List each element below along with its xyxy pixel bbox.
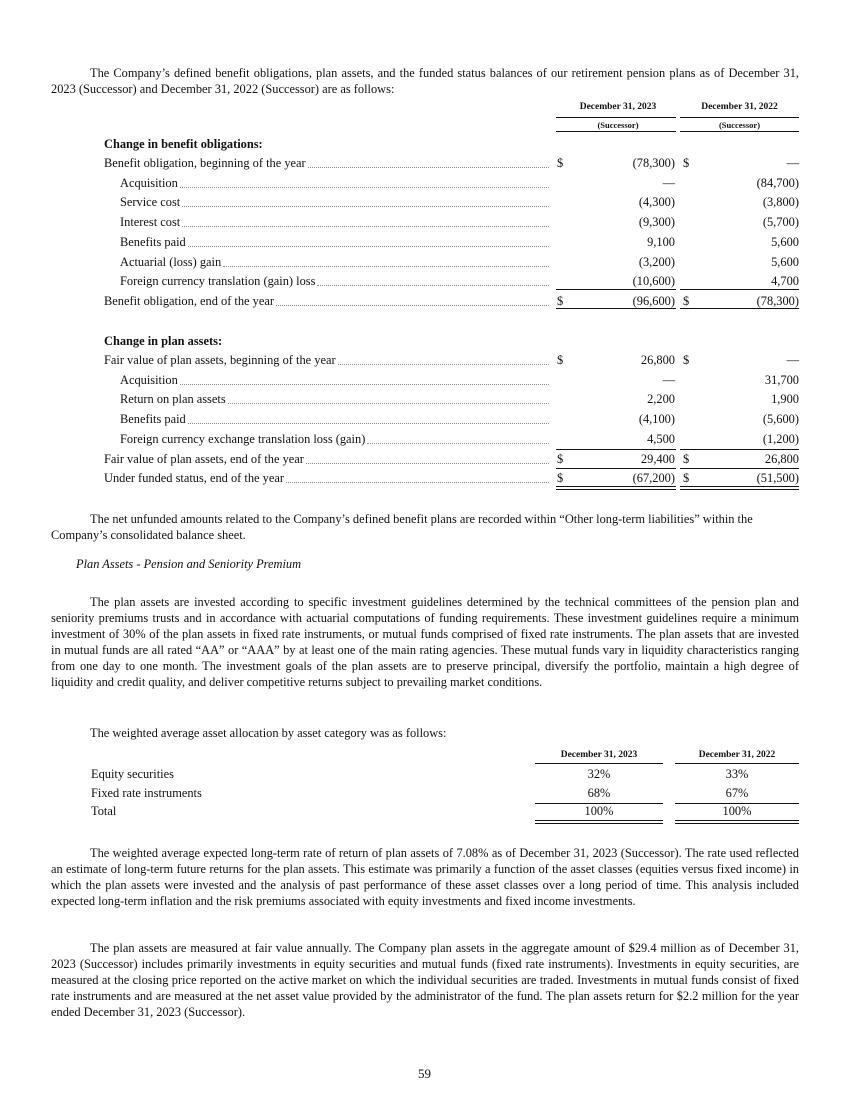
value-2023: (67,200) (632, 471, 675, 486)
header-rule (680, 131, 799, 132)
value-2022: (3,800) (762, 195, 799, 210)
currency-symbol: $ (557, 471, 564, 486)
leader-dots (180, 187, 549, 188)
row-label: Benefit obligation, end of the year (104, 293, 274, 308)
return-paragraph: The weighted average expected long-term rate of return of plan assets of 7.08% as of December 31, 2023 (Successor). The rate used reflected an estimate of long-term future returns for the plan assets. This estimate was primarily a function of the asset classes (equities versus fixed income) in which the plan assets were invested and the analysis of past performance of these asset classes over a long period of time. This analysis included expected long-term inflation and the risk premiums associated with equity investments and fixed income investments. (51, 846, 799, 908)
header-rule (675, 763, 799, 764)
subtotal-rule (675, 803, 799, 804)
value-2023: 100% (584, 804, 614, 818)
table-row (0, 174, 849, 193)
value-2022: (84,700) (756, 175, 799, 190)
value-2023: 2,200 (647, 392, 675, 407)
total-double-rule (675, 823, 799, 824)
value-2023: 68% (587, 785, 611, 800)
leader-dots (306, 463, 549, 464)
row-label: Equity securities (91, 767, 174, 781)
subtotal-rule (556, 289, 676, 290)
total-rule (680, 308, 799, 309)
currency-symbol: $ (683, 353, 690, 367)
leader-dots (182, 206, 549, 207)
benefit-col1-subheader: (Successor) (597, 120, 639, 130)
table-row (0, 213, 849, 232)
table-row (0, 154, 849, 173)
currency-symbol: $ (557, 293, 564, 308)
plan-assets-heading: Plan Assets - Pension and Seniority Premium (76, 557, 302, 571)
guidelines-paragraph: The plan assets are invested according to specific investment guidelines determined by the technical committees of the pension plan and seniority premiums trusts and in accordance with actuarial computations of funding requirements. These investment guidelines require a minimum investment of 30% of the plan assets in fixed rate instruments, or mutual funds comprised of fixed rate instruments. The plan assets that are invested in mutual funds are all rated “AA” or “AAA” by at least one of the main rating agencies. These mutual funds vary in liquidity characteristics ranging from one day to one month. The investment goals of the plan assets are to preserve principal, diversify the portfolio, maintain a high degree of liquidity and credit quality, and deliver competitive returns subject to prevailing market conditions. (51, 595, 799, 689)
total-double-rule (556, 486, 676, 487)
allocation-col1-header: December 31, 2023 (560, 750, 638, 760)
header-rule (556, 131, 676, 132)
value-2023: — (662, 175, 675, 190)
subtotal-rule (535, 803, 663, 804)
unfunded-paragraph: The net unfunded amounts related to the Company’s defined benefit plans are recorded within “Other long-term liabilities” within the Company’s consolidated balance sheet. (51, 512, 753, 542)
total-double-rule (675, 820, 799, 821)
leader-dots (367, 443, 549, 444)
value-2022: (51,500) (756, 471, 799, 486)
value-2023: (4,100) (638, 412, 675, 427)
total-double-rule (680, 489, 799, 490)
subtotal-rule (680, 468, 799, 469)
leader-dots (180, 384, 549, 385)
value-2022: 33% (725, 767, 749, 781)
row-label: Benefit obligation, beginning of the year (104, 156, 306, 170)
value-2022: 4,700 (771, 274, 799, 289)
row-label: Under funded status, end of the year (104, 471, 284, 486)
currency-symbol: $ (557, 156, 564, 170)
currency-symbol: $ (683, 293, 690, 308)
table-row (0, 233, 849, 252)
subtotal-rule (680, 289, 799, 290)
total-double-rule (535, 823, 663, 824)
row-label: Interest cost (120, 215, 181, 230)
subtotal-rule (680, 449, 799, 450)
row-label: Fair value of plan assets, beginning of the year (104, 353, 336, 367)
header-rule (680, 117, 799, 118)
benefit-col2-subheader: (Successor) (718, 120, 761, 130)
leader-dots (228, 403, 549, 404)
value-2023: 4,500 (647, 431, 675, 446)
row-label: Fixed rate instruments (91, 785, 202, 800)
value-2023: (3,200) (638, 254, 675, 269)
row-label: Benefits paid (120, 412, 186, 427)
value-2023: 9,100 (647, 234, 675, 249)
value-2023: (9,300) (638, 215, 675, 230)
allocation-col2-header: December 31, 2022 (698, 750, 776, 760)
benefit-col1-header: December 31, 2023 (579, 102, 657, 112)
row-label: Fair value of plan assets, end of the year (104, 451, 304, 466)
value-2022: 100% (722, 804, 752, 818)
row-label: Service cost (120, 195, 181, 210)
row-label: Total (91, 804, 117, 818)
total-double-rule (556, 489, 676, 490)
value-2023: (10,600) (632, 274, 675, 289)
value-2022: (78,300) (756, 293, 799, 308)
value-2023: 32% (587, 767, 611, 781)
value-2023: 26,800 (640, 353, 675, 367)
value-2022: (5,600) (762, 412, 799, 427)
subtotal-rule (556, 468, 676, 469)
benefit-col2-header: December 31, 2022 (701, 102, 778, 112)
total-rule (556, 308, 676, 309)
currency-symbol: $ (683, 471, 690, 486)
allocation-intro: The weighted average asset allocation by asset category was as follows: (90, 726, 447, 740)
leader-dots (276, 305, 549, 306)
value-2022: 1,900 (771, 392, 799, 407)
table-row (0, 430, 849, 449)
row-label: Acquisition (120, 372, 178, 387)
leader-dots (188, 246, 549, 247)
value-2022: 67% (725, 785, 749, 800)
table-row (0, 784, 849, 803)
value-2022: 31,700 (764, 372, 799, 387)
leader-dots (286, 482, 549, 483)
currency-symbol: $ (683, 451, 690, 466)
currency-symbol: $ (557, 451, 564, 466)
total-double-rule (535, 820, 663, 821)
value-2022: — (786, 156, 799, 170)
row-label: Foreign currency exchange translation loss (gain) (120, 431, 366, 446)
value-2023: (78,300) (632, 156, 675, 170)
value-2023: 29,400 (640, 451, 675, 466)
currency-symbol: $ (683, 156, 690, 170)
value-2022: 26,800 (764, 451, 799, 466)
value-2023: — (662, 372, 675, 387)
page-number: 59 (418, 1066, 431, 1081)
leader-dots (338, 364, 549, 365)
header-rule (556, 117, 676, 118)
row-label: Acquisition (120, 175, 178, 190)
value-2023: (96,600) (632, 293, 675, 308)
table-row (0, 253, 849, 272)
value-2022: (5,700) (762, 215, 799, 230)
value-2022: — (786, 353, 799, 367)
value-2022: 5,600 (771, 234, 799, 249)
table-row (0, 802, 849, 821)
value-2022: (1,200) (762, 431, 799, 446)
leader-dots (188, 423, 549, 424)
value-2023: (4,300) (638, 195, 675, 210)
row-label: Benefits paid (120, 234, 186, 249)
row-label: Return on plan assets (120, 392, 226, 407)
table-row (0, 450, 849, 469)
table-row (0, 410, 849, 429)
table-row (0, 371, 849, 390)
value-2022: 5,600 (771, 254, 799, 269)
subtotal-rule (556, 449, 676, 450)
fair-value-paragraph: The plan assets are measured at fair value annually. The Company plan assets in the aggregate amount of $29.4 million as of December 31, 2023 (Successor) includes primarily investments in equity securities and mutual funds (fixed rate instruments). Investments in equity securities, are measured at the closing price reported on the active market on which the individual securities are traded. Investments in mutual funds consist of fixed rate instruments and are measured at the net asset value provided by the administrator of the fund. The plan assets return for $2.2 million for the year ended December 31, 2023 (Successor). (51, 941, 799, 1019)
leader-dots (317, 285, 549, 286)
total-double-rule (680, 486, 799, 487)
header-rule (535, 763, 663, 764)
table-row (0, 351, 849, 370)
currency-symbol: $ (557, 353, 564, 367)
leader-dots (182, 226, 549, 227)
intro-paragraph: The Company’s defined benefit obligations, plan assets, and the funded status balances of our retirement pension plans as of December 31, 2023 (Successor) and December 31, 2022 (Successor) are as follows: (51, 66, 799, 96)
leader-dots (308, 167, 549, 168)
table-row (0, 765, 849, 784)
table-row (0, 390, 849, 409)
row-label: Foreign currency translation (gain) loss (120, 274, 316, 289)
leader-dots (223, 266, 549, 267)
table-row (0, 193, 849, 212)
row-label: Actuarial (loss) gain (120, 254, 222, 269)
